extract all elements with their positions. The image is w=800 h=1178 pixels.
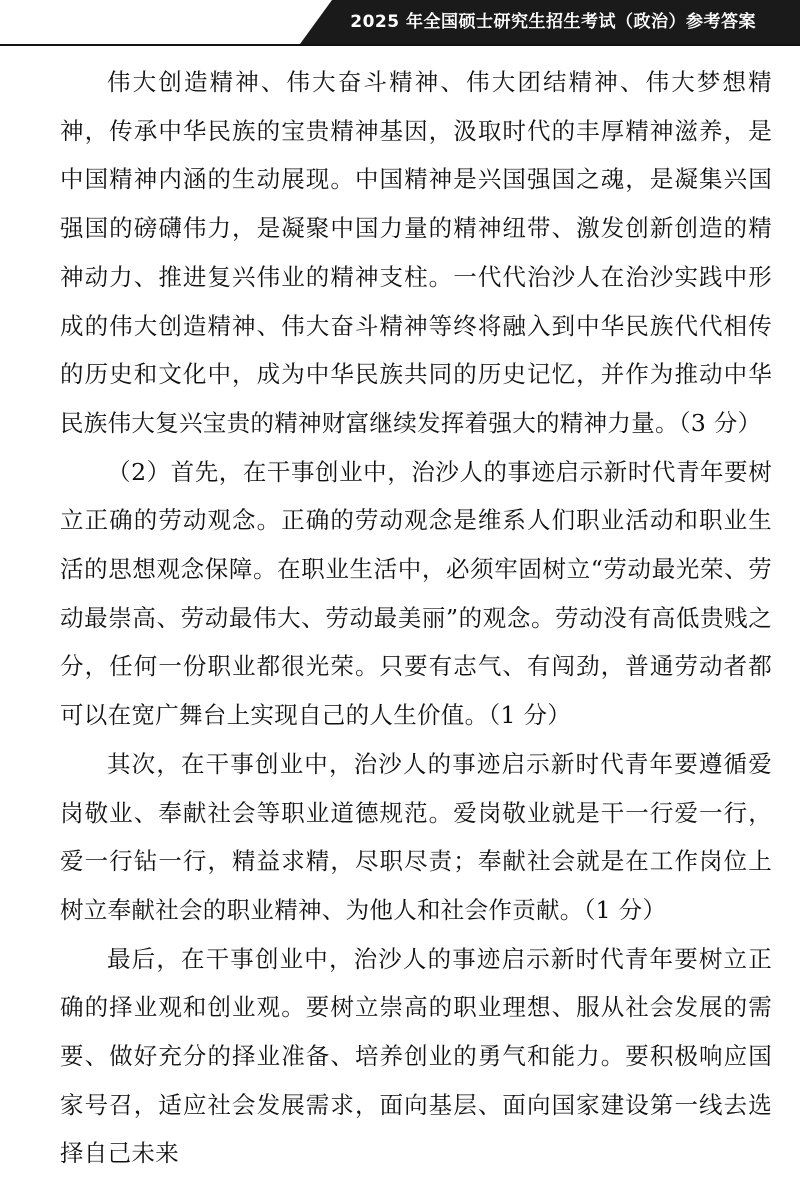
paragraph-1: 伟大创造精神、伟大奋斗精神、伟大团结精神、伟大梦想精神，传承中华民族的宝贵精神基因，汲取时代的丰厚精神滋养，是中国精神内涵的生动展现。中国精神是兴国强国之魂，是凝集兴国强国的磅礴伟力，是凝聚中国力量的精神纽带、激发创新创造的精神动力、推进复兴伟业的精神支柱。一代代治沙人在治沙实践中形成的伟大创造精神、伟大奋斗精神等终将融入到中华民族代代相传的历史和文化中，成为中华民族共同的历史记忆，并作为推动中华民族伟大复兴宝贵的精神财富继续发挥着强大的精神力量。（3 分） <box>60 68 772 437</box>
document-body <box>60 58 772 1178</box>
paragraph-4: 最后，在干事创业中，治沙人的事迹启示新时代青年要树立正确的择业观和创业观。要树立崇高的职业理想、服从社会发展的需要、做好充分的择业准备、培养创业的勇气和能力。要积极响应国家号召，适应社会发展需求，面向基层、面向国家建设第一线去选择自己未来 <box>60 944 772 1168</box>
paragraph-3: 其次，在干事创业中，治沙人的事迹启示新时代青年要遵循爱岗敬业、奉献社会等职业道德规范。爱岗敬业就是干一行爱一行，爱一行钻一行，精益求精，尽职尽责；奉献社会就是在工作岗位上树立奉献社会的职业精神、为他人和社会作贡献。（1 分） <box>60 749 772 924</box>
page-header <box>0 0 800 48</box>
paragraph-2: （2）首先，在干事创业中，治沙人的事迹启示新时代青年要树立正确的劳动观念。正确的劳动观念是维系人们职业活动和职业生活的思想观念保障。在职业生活中，必须牢固树立“劳动最光荣、劳动最崇高、劳动最伟大、劳动最美丽”的观念。劳动没有高低贵贱之分，任何一份职业都很光荣。只要有志气、有闯劲，普通劳动者都可以在宽广舞台上实现自己的人生价值。（1 分） <box>60 457 772 730</box>
header-title: 2025 年全国硕士研究生招生考试（政治）参考答案 <box>350 12 756 32</box>
